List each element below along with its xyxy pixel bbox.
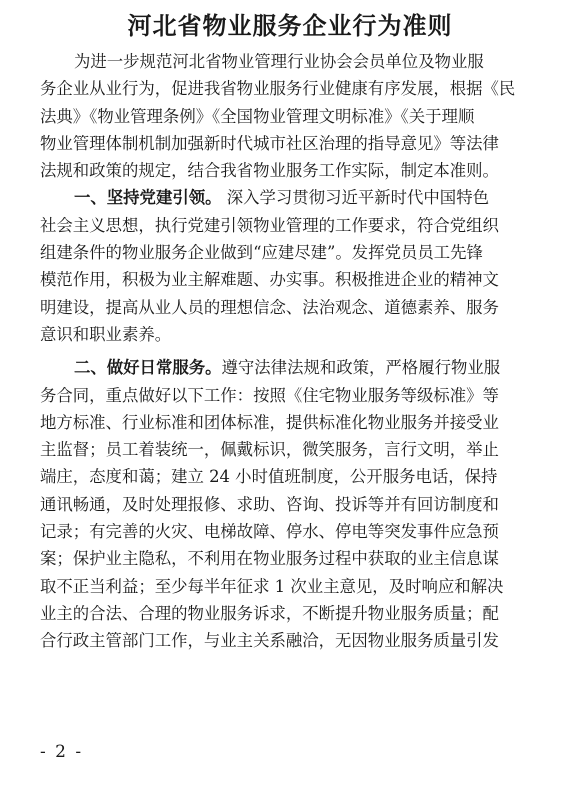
section-2-line: 地方标准、行业标准和团体标准，提供标准化物业服务并接受业 bbox=[40, 412, 499, 432]
section-1-line: 意识和职业素养。 bbox=[40, 324, 172, 344]
section-1-text: 深入学习贯彻习近平新时代中国特色 bbox=[226, 188, 489, 208]
document-title: 河北省物业服务企业行为准则 bbox=[127, 11, 453, 40]
intro-line: 物业管理体制机制加强新时代城市社区治理的指导意见》等法律 bbox=[40, 133, 499, 153]
section-2-line: 记录；有完善的火灾、电梯故障、停水、停电等突发事件应急预 bbox=[40, 522, 499, 542]
section-1-heading: 一、坚持党建引领。 bbox=[74, 188, 222, 208]
section-2-line: 业主的合法、合理的物业服务诉求，不断提升物业服务质量；配 bbox=[40, 603, 499, 623]
section-1-first-line bbox=[40, 184, 544, 211]
section-1-line: 明建设，提高从业人员的理想信念、法治观念、道德素养、服务 bbox=[40, 297, 499, 317]
section-1-line: 组建条件的物业服务企业做到“应建尽建”。发挥党员员工先锋 bbox=[40, 243, 483, 263]
document-body bbox=[40, 48, 544, 655]
intro-line: 为进一步规范河北省物业管理行业协会会员单位及物业服 bbox=[74, 52, 484, 71]
intro-line: 法典》《物业管理条例》《全国物业管理文明标准》《关于理顺 bbox=[40, 106, 475, 126]
section-2-text: 遵守法律法规和政策，严格履行物业服 bbox=[221, 358, 501, 378]
section-2-heading: 二、做好日常服务。 bbox=[74, 358, 222, 378]
section-2-first-line bbox=[40, 354, 544, 381]
section-2-line: 案；保护业主隐私，不利用在物业服务过程中获取的业主信息谋 bbox=[40, 549, 499, 569]
section-2-line: 务合同，重点做好以下工作：按照《住宅物业服务等级标准》等 bbox=[40, 385, 499, 405]
section-2-line: 通讯畅通，及时处理报修、求助、咨询、投诉等并有回访制度和 bbox=[40, 494, 499, 514]
section-1-line: 模范作用，积极为业主解难题、办实事。积极推进企业的精神文 bbox=[40, 270, 499, 290]
section-2-line: 主监督；员工着装统一，佩戴标识，微笑服务，言行文明，举止 bbox=[40, 440, 499, 460]
section-2-line: 取不正当利益；至少每半年征求 1 次业主意见，及时响应和解决 bbox=[40, 576, 504, 596]
section-2-line: 合行政主管部门工作，与业主关系融洽，无因物业服务质量引发 bbox=[40, 631, 499, 651]
intro-line: 务企业从业行为，促进我省物业服务行业健康有序发展，根据《民 bbox=[40, 79, 516, 99]
intro-line: 法规和政策的规定，结合我省物业服务工作实际，制定本准则。 bbox=[40, 161, 499, 181]
section-2-line: 端庄，态度和蔼；建立 24 小时值班制度，公开服务电话，保持 bbox=[40, 467, 498, 487]
page-number: - 2 - bbox=[40, 742, 84, 762]
section-1-line: 社会主义思想，执行党建引领物业管理的工作要求，符合党组织 bbox=[40, 215, 499, 235]
